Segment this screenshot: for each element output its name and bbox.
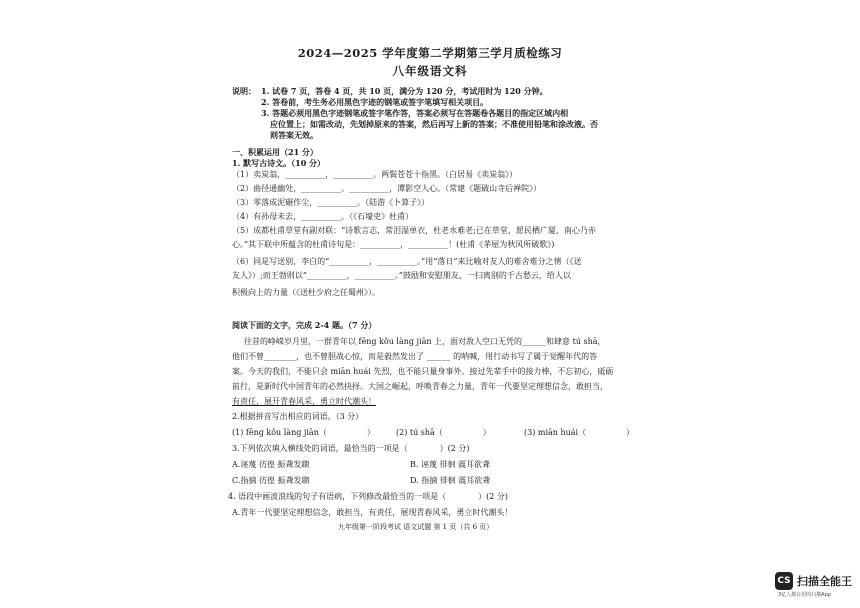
question-2-item: (3) miān huái（ ） bbox=[524, 428, 635, 437]
question-item: （5）成都杜甫草堂有副对联：“诗歌言志，常泪湿单衣，杜老水难老;已在草堂，愿民栖广厦，南心乃赤 bbox=[232, 226, 596, 235]
question-2-item: (1) fēng kǒu làng jiān（ ） bbox=[232, 428, 375, 437]
question-1: 1. 默写古诗文。（10 分） bbox=[232, 158, 326, 168]
question-3: 3.下列依次填入横线处的词语，最恰当的一项是（ ）(2 分) bbox=[232, 444, 470, 453]
section-heading: 一、积累运用（21 分） bbox=[232, 147, 318, 157]
question-item: 心。”其下联中所蕴含的杜甫诗句是：__________，__________！(杜甫《茅屋为秋风所破歌》) bbox=[232, 240, 555, 249]
question-4: 4. 语段中画波浪线的句子有语病，下列修改最恰当的一项是（ ）(2 分) bbox=[228, 492, 509, 501]
page-subtitle: 八年级语文科 bbox=[392, 64, 468, 78]
instruction-line: 则答案无效。 bbox=[270, 130, 318, 140]
question-item: （6）同是写送别，李白的“__________，__________。”用“落日”来比喻对友人的难舍难分之情（《送 bbox=[232, 257, 582, 266]
scanner-brand-name: 扫描全能王 bbox=[797, 575, 852, 588]
question-item: （3）零落成泥碾作尘，__________。（陆游《卜算子》） bbox=[232, 198, 430, 207]
scanner-tagline: 3亿人都在用的扫描App bbox=[778, 592, 831, 598]
instruction-line: 2. 答卷前，考生务必用黑色字迹的钢笔或签字笔填写相关项目。 bbox=[261, 97, 489, 107]
passage-line: 往昔的峥嵘岁月里，一群青年以 fēng kǒu làng jiān 上，面对敌人空口无凭的______和肆意 tú shā， bbox=[244, 337, 606, 346]
passage-line: 前行，是新时代中国青年的必然抉择。大国之崛起，呼唤青春之力量，青年一代要坚定理想信念，敢担当， bbox=[232, 382, 608, 391]
question-item: （4）有孙母未去，__________。（《石壕吏》杜甫） bbox=[232, 212, 414, 221]
reading-heading: 阅读下面的文字，完成 2-4 题。（7 分） bbox=[232, 320, 377, 330]
question-item: （2）曲径通幽处，__________。__________，潭影空人心。（常建《题破山寺后禅院》） bbox=[232, 184, 542, 193]
passage-line: 有责任，展开青春风采，勇立时代潮头！ bbox=[232, 397, 376, 406]
page-title: 2024—2025 学年度第二学期第三学月质检练习 bbox=[297, 46, 563, 60]
passage-line: 案。今天的我们，不能只会 miān huái 先烈，也不能只量身事外。接过先辈手中的接力棒，不忘初心，砥砺 bbox=[232, 367, 614, 376]
page-footer: 九年级第一阶段考试 语文试题 第 1 页（共 6 页） bbox=[338, 523, 494, 531]
question-item: 友人》）;而王勃则以“__________，__________。”鼓励和安慰朋友，一扫离别的千古愁云，给人以 bbox=[232, 271, 571, 280]
instruction-line: 应位置上；如需改动，先划掉原来的答案，然后再写上新的答案；不准使用铅笔和涂改液。否 bbox=[270, 119, 598, 129]
instruction-line: 3. 答题必须用黑色字迹钢笔或签字笔作答，答案必须写在答题卷各题目的指定区域内相 bbox=[261, 108, 569, 118]
instruction-line: 1. 试卷 7 页，答卷 4 页，共 10 页，满分为 120 分，考试用时为 120 分钟。 bbox=[261, 86, 548, 96]
scanner-watermark bbox=[775, 572, 852, 590]
option: B. 诬蔑 徘徊 震耳欲聋 bbox=[410, 460, 491, 469]
question-item: 积极向上的力量（《送杜少府之任蜀州》）。 bbox=[232, 288, 380, 297]
question-item: （1）卖炭翁，__________，__________。两鬓苍苍十指黑。（白居易《卖炭翁》） bbox=[232, 170, 518, 179]
cs-logo-icon: CS bbox=[775, 572, 793, 590]
option: C.指摘 彷徨 振聋发聩 bbox=[232, 476, 310, 485]
option: A.青年一代要坚定理想信念，敢担当，有责任，展现青春风采，勇立时代潮头！ bbox=[232, 508, 513, 517]
instructions-label: 说明： bbox=[232, 86, 256, 96]
option: D. 指摘 徘徊 震耳欲聋 bbox=[410, 476, 491, 485]
option: A.诬蔑 彷徨 振聋发聩 bbox=[232, 460, 310, 469]
question-2-item: (2) tú shā（ ） bbox=[396, 428, 491, 437]
passage-line: 他们不曾________，也不曾胆战心惊，而是毅然发出了 ______ 的呐喊，用行动书写了属于觉醒年代的答 bbox=[232, 352, 598, 361]
question-2: 2.根据拼音写出相应的词语。（3 分） bbox=[232, 412, 364, 421]
